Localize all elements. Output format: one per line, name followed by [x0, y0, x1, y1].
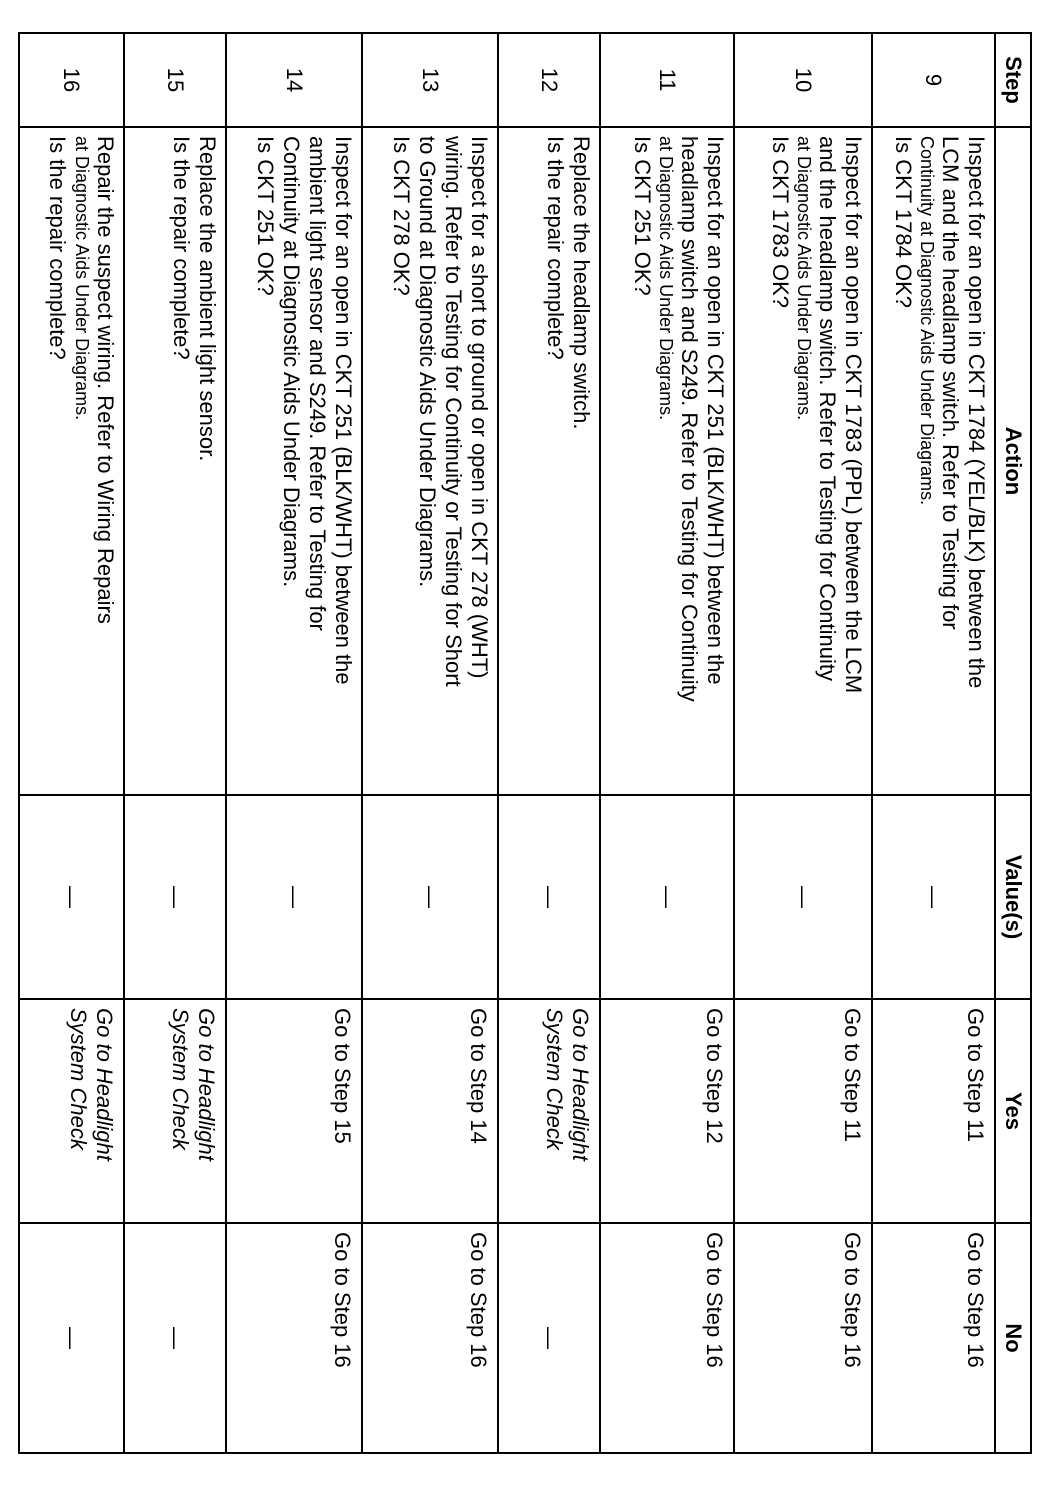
yes-cell [734, 999, 872, 1223]
table-row [362, 33, 498, 1453]
value-cell: — [226, 795, 362, 999]
step-number: 11 [600, 33, 734, 127]
yes-cell [498, 999, 600, 1223]
action-line: Continuity at Diagnostic Aids Under Diagrams. [917, 136, 938, 506]
action-line: Inspect for an open in CKT 1783 (PPL) between the LCM [840, 136, 866, 694]
action-line: Inspect for an open in CKT 251 (BLK/WHT) between the [330, 136, 356, 685]
value-cell: — [734, 795, 872, 999]
yes-line: System Check [65, 1008, 91, 1150]
action-line: wiring. Refer to Testing for Continuity or Testing for Short [440, 136, 466, 687]
no-cell [600, 1223, 734, 1453]
step-number: 12 [498, 33, 600, 127]
table-row [872, 33, 995, 1453]
value-cell: — [600, 795, 734, 999]
no-line: Go to Step 16 [329, 1232, 355, 1368]
no-cell [124, 1223, 226, 1453]
no-cell [362, 1223, 498, 1453]
step-number: 16 [19, 33, 124, 127]
value-cell: — [362, 795, 498, 999]
no-line: — [536, 1327, 562, 1349]
action-line: Inspect for an open in CKT 1784 (YEL/BLK) between the [964, 136, 989, 689]
action-line: Replace the ambient light sensor. [194, 136, 220, 462]
step-number: 10 [734, 33, 872, 127]
no-line: Go to Step 16 [963, 1232, 988, 1368]
action-line: at Diagnostic Aids Under Diagrams. [793, 136, 814, 421]
action-line: LCM and the headlamp switch. Refer to Testing for [938, 136, 964, 630]
no-cell [872, 1223, 995, 1453]
step-number: 9 [872, 33, 995, 127]
action-line: Is the repair complete? [168, 136, 194, 360]
action-line: Continuity at Diagnostic Aids Under Diagrams. [278, 136, 304, 588]
no-cell [19, 1223, 124, 1453]
table-row [226, 33, 362, 1453]
action-line: Repair the suspect wiring. Refer to Wiring Repairs [92, 136, 118, 624]
action-cell [362, 127, 498, 795]
table-row [498, 33, 600, 1453]
table-row [19, 33, 124, 1453]
action-line: Is CKT 278 OK? [388, 136, 414, 296]
yes-line: Go to Step 12 [701, 1008, 727, 1144]
yes-line: System Check [167, 1008, 193, 1150]
action-line: headlamp switch and S249. Refer to Testing for Continuity [676, 136, 702, 702]
action-cell [734, 127, 872, 795]
no-cell [226, 1223, 362, 1453]
no-line: — [59, 1327, 85, 1349]
step-number: 14 [226, 33, 362, 127]
yes-cell [19, 999, 124, 1223]
action-line: Is CKT 1784 OK? [890, 136, 916, 309]
action-line: at Diagnostic Aids Under Diagrams. [655, 136, 676, 421]
header-step: Step [995, 33, 1031, 127]
yes-cell [600, 999, 734, 1223]
yes-cell [872, 999, 995, 1223]
value-cell: — [872, 795, 995, 999]
yes-line: Go to Headlight [193, 1008, 219, 1161]
action-line: Is CKT 251 OK? [252, 136, 278, 296]
action-cell [19, 127, 124, 795]
header-action: Action [995, 127, 1031, 795]
action-line: Replace the headlamp switch. [569, 136, 595, 430]
header-no: No [995, 1223, 1031, 1453]
yes-line: System Check [542, 1008, 568, 1150]
yes-line: Go to Step 11 [839, 1008, 865, 1143]
action-line: to Ground at Diagnostic Aids Under Diagrams. [414, 136, 440, 588]
no-cell [734, 1223, 872, 1453]
action-line: Is the repair complete? [543, 136, 569, 360]
action-cell [226, 127, 362, 795]
action-line: at Diagnostic Aids Under Diagrams. [71, 136, 92, 421]
step-number: 15 [124, 33, 226, 127]
yes-line: Go to Step 15 [329, 1008, 355, 1144]
no-line: Go to Step 16 [701, 1232, 727, 1368]
step-number: 13 [362, 33, 498, 127]
action-cell [872, 127, 995, 795]
action-cell [600, 127, 734, 795]
action-line: ambient light sensor and S249. Refer to Testing for [304, 136, 330, 631]
action-line: Is the repair complete? [45, 136, 71, 360]
action-line: Inspect for a short to ground or open in CKT 278 (WHT) [466, 136, 492, 679]
yes-cell [226, 999, 362, 1223]
value-cell: — [124, 795, 226, 999]
yes-cell [362, 999, 498, 1223]
yes-line: Go to Headlight [568, 1008, 594, 1161]
table-header-row [995, 33, 1031, 1453]
rotated-page [18, 32, 1032, 1452]
no-line: Go to Step 16 [839, 1232, 865, 1368]
no-cell [498, 1223, 600, 1453]
table-row [600, 33, 734, 1453]
value-cell: — [19, 795, 124, 999]
action-line: Inspect for an open in CKT 251 (BLK/WHT) between the [702, 136, 728, 685]
no-line: Go to Step 16 [465, 1232, 491, 1368]
no-line: — [162, 1327, 188, 1349]
table-row [734, 33, 872, 1453]
yes-line: Go to Step 14 [465, 1008, 491, 1144]
action-line: Is CKT 1783 OK? [767, 136, 793, 309]
yes-cell [124, 999, 226, 1223]
value-cell: — [498, 795, 600, 999]
header-values: Value(s) [995, 795, 1031, 999]
action-line: and the headlamp switch. Refer to Testing for Continuity [814, 136, 840, 682]
action-line: Is CKT 251 OK? [629, 136, 655, 296]
header-yes: Yes [995, 999, 1031, 1223]
action-cell [498, 127, 600, 795]
diagnostic-table [18, 32, 1032, 1454]
table-row [124, 33, 226, 1453]
yes-line: Go to Headlight [91, 1008, 117, 1161]
yes-line: Go to Step 11 [963, 1008, 988, 1143]
action-cell [124, 127, 226, 795]
